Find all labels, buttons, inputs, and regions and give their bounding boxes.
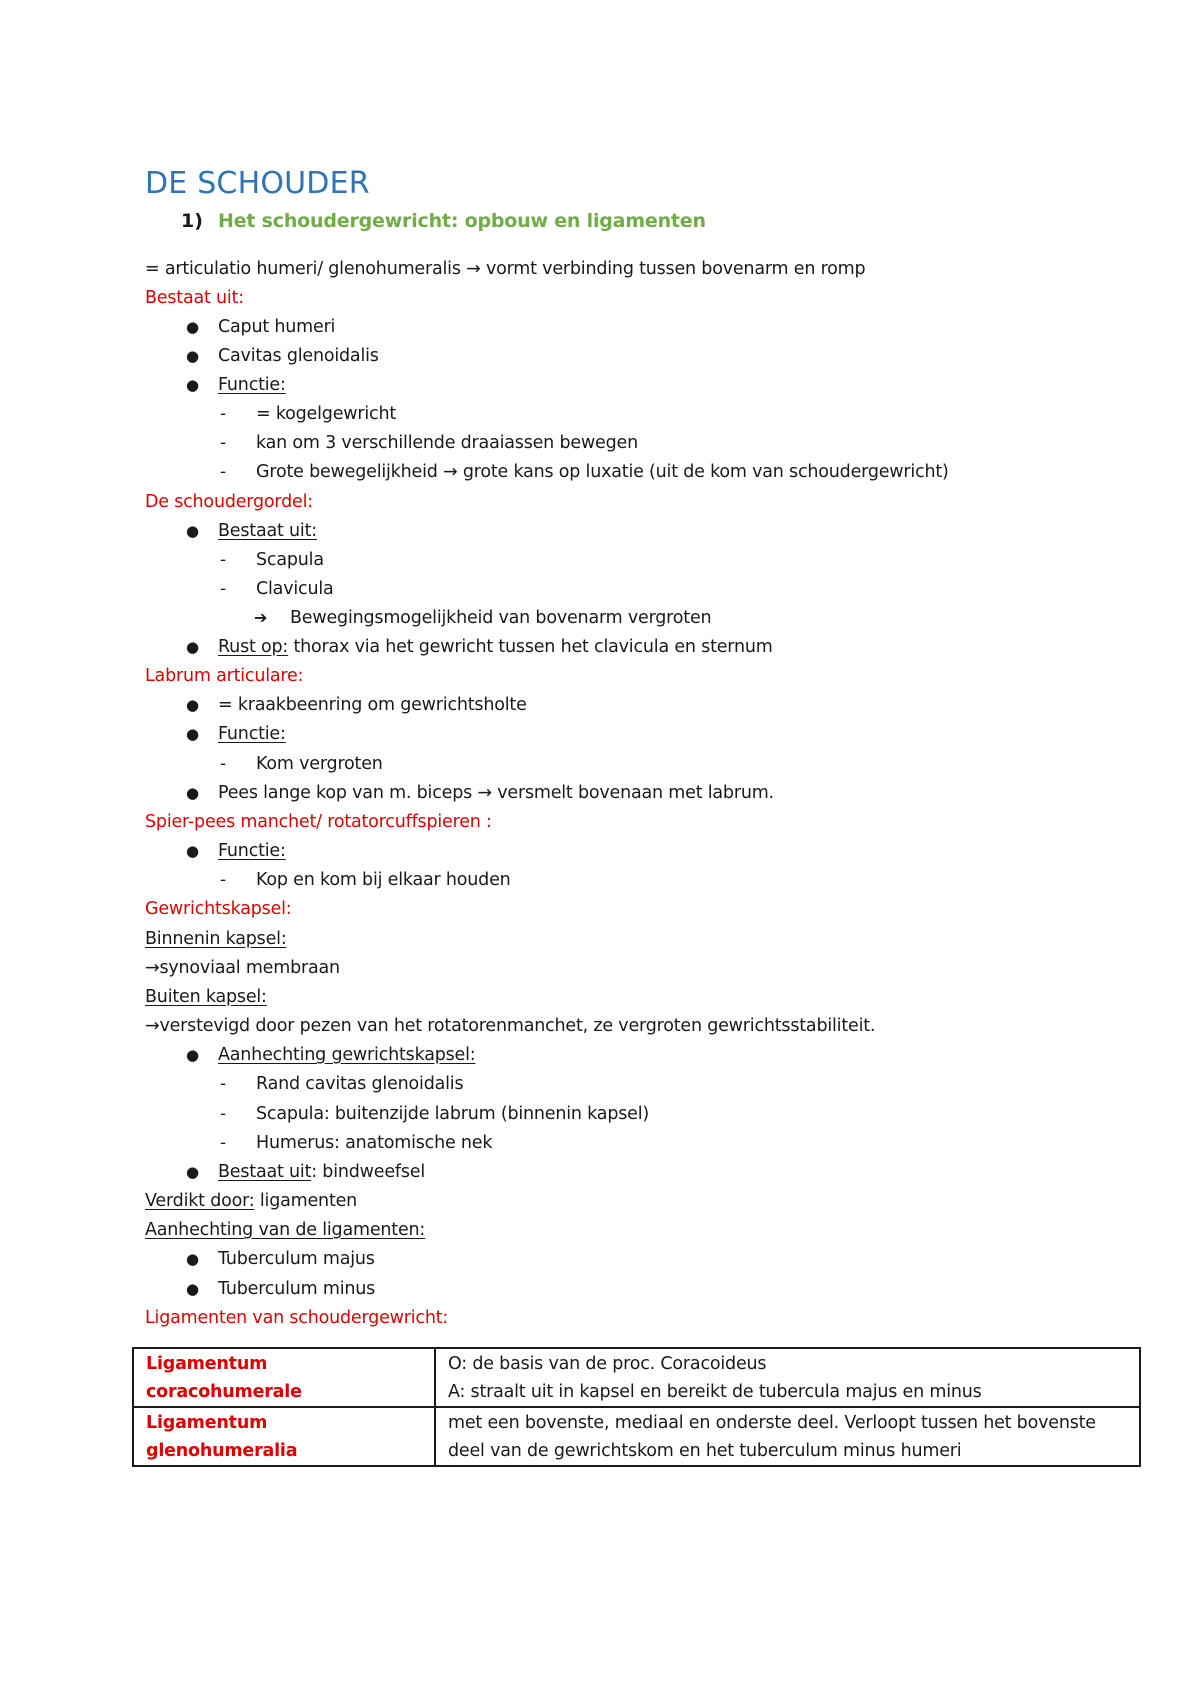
- dash-icon: -: [220, 1104, 227, 1124]
- verdikt-line: [145, 1187, 357, 1215]
- bullet-icon: ●: [186, 1250, 200, 1268]
- bullet-icon: ●: [186, 696, 200, 714]
- arrow-icon: ➔: [254, 608, 268, 627]
- dash-icon: -: [220, 579, 227, 599]
- aanhechting-label: Aanhechting gewrichtskapsel:: [218, 1045, 476, 1065]
- list-item: Clavicula: [256, 579, 334, 599]
- ligamenten-heading: Ligamenten van schoudergewricht:: [145, 1308, 449, 1328]
- list-item: Humerus: anatomische nek: [256, 1133, 493, 1153]
- bullet-icon: ●: [186, 1163, 200, 1181]
- binnenin-text: →synoviaal membraan: [145, 958, 340, 978]
- list-item: kan om 3 verschillende draaiassen bewegen: [256, 433, 638, 453]
- list-item: = kogelgewricht: [256, 404, 396, 424]
- description-line: deel van de gewrichtskom en het tuberculum minus humeri: [448, 1441, 962, 1461]
- functie-label: Functie:: [218, 841, 286, 861]
- dash-icon: -: [220, 404, 227, 424]
- bullet-icon: ●: [186, 347, 200, 365]
- intro-text: = articulatio humeri/ glenohumeralis → vormt verbinding tussen bovenarm en romp: [145, 259, 866, 279]
- list-item: Kop en kom bij elkaar houden: [256, 870, 511, 890]
- list-item: Tuberculum minus: [218, 1279, 376, 1299]
- bestaat-uit-line: [218, 1158, 425, 1186]
- table-cell-description: [435, 1348, 1140, 1407]
- spier-heading: Spier-pees manchet/ rotatorcuffspieren :: [145, 812, 492, 832]
- bestaat-uit-label: Bestaat uit: [218, 1162, 312, 1182]
- rust-op-text: thorax via het gewricht tussen het clavicula en sternum: [288, 637, 773, 657]
- table-cell-description: [435, 1407, 1140, 1466]
- bullet-icon: ●: [186, 522, 200, 540]
- rust-op-line: [218, 633, 773, 661]
- functie-label: Functie:: [218, 375, 286, 395]
- dash-icon: -: [220, 754, 227, 774]
- list-item: Kom vergroten: [256, 754, 383, 774]
- dash-icon: -: [220, 870, 227, 890]
- binnenin-label: Binnenin kapsel:: [145, 929, 287, 949]
- dash-icon: -: [220, 462, 227, 482]
- table-row: [133, 1407, 1140, 1466]
- functie-label: Functie:: [218, 724, 286, 744]
- bullet-icon: ●: [186, 376, 200, 394]
- page-title: DE SCHOUDER: [145, 166, 370, 201]
- dash-icon: -: [220, 550, 227, 570]
- list-item: = kraakbeenring om gewrichtsholte: [218, 695, 527, 715]
- kapsel-heading: Gewrichtskapsel:: [145, 899, 292, 919]
- verdikt-label: Verdikt door:: [145, 1191, 255, 1211]
- bestaat-uit-text: : bindweefsel: [311, 1162, 426, 1182]
- description-line: A: straalt uit in kapsel en bereikt de tubercula majus en minus: [448, 1382, 982, 1402]
- bestaat-uit-label: Bestaat uit:: [218, 521, 317, 541]
- labrum-heading: Labrum articulare:: [145, 666, 304, 686]
- dash-icon: -: [220, 1133, 227, 1153]
- table-row: [133, 1348, 1140, 1407]
- bullet-icon: ●: [186, 784, 200, 802]
- bullet-icon: ●: [186, 725, 200, 743]
- list-item: Tuberculum majus: [218, 1249, 375, 1269]
- bullet-icon: ●: [186, 842, 200, 860]
- dash-icon: -: [220, 433, 227, 453]
- list-item: Grote bewegelijkheid → grote kans op luxatie (uit de kom van schoudergewricht): [256, 462, 949, 482]
- section-number: 1): [181, 210, 203, 232]
- bullet-icon: ●: [186, 318, 200, 336]
- bullet-icon: ●: [186, 1046, 200, 1064]
- rust-op-label: Rust op:: [218, 637, 289, 657]
- list-item: Cavitas glenoidalis: [218, 346, 379, 366]
- bullet-icon: ●: [186, 1280, 200, 1298]
- bestaat-uit-heading: Bestaat uit:: [145, 288, 244, 308]
- description-line: O: de basis van de proc. Coracoideus: [448, 1354, 767, 1374]
- list-item: Scapula: [256, 550, 324, 570]
- list-item: Scapula: buitenzijde labrum (binnenin kapsel): [256, 1104, 650, 1124]
- buiten-label: Buiten kapsel:: [145, 987, 267, 1007]
- list-item: Bewegingsmogelijkheid van bovenarm vergroten: [290, 608, 712, 628]
- schoudergordel-heading: De schoudergordel:: [145, 492, 313, 512]
- list-item: Rand cavitas glenoidalis: [256, 1074, 464, 1094]
- list-item: Pees lange kop van m. biceps → versmelt bovenaan met labrum.: [218, 783, 774, 803]
- list-item: Caput humeri: [218, 317, 336, 337]
- table-cell-name: Ligamentum glenohumeralia: [133, 1407, 435, 1466]
- aanhechting-ligamenten-label: Aanhechting van de ligamenten:: [145, 1220, 426, 1240]
- description-line: met een bovenste, mediaal en onderste deel. Verloopt tussen het bovenste: [448, 1413, 1096, 1433]
- bullet-icon: ●: [186, 638, 200, 656]
- buiten-text: →verstevigd door pezen van het rotatorenmanchet, ze vergroten gewrichtsstabiliteit.: [145, 1016, 876, 1036]
- table-cell-name: Ligamentum coracohumerale: [133, 1348, 435, 1407]
- verdikt-text: ligamenten: [254, 1191, 358, 1211]
- section-heading: Het schoudergewricht: opbouw en ligamenten: [218, 210, 706, 232]
- dash-icon: -: [220, 1074, 227, 1094]
- ligamenten-table: [132, 1347, 1141, 1467]
